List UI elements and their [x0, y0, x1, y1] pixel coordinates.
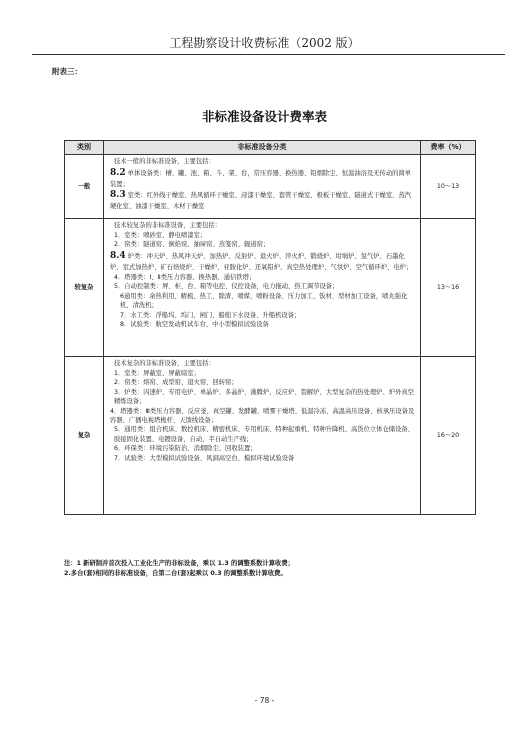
- section-number: 8.3: [110, 190, 126, 201]
- classification-line: [110, 167, 416, 189]
- line-text: 技术复杂的非标准设备，主要包括：: [114, 360, 215, 367]
- classification-cell: [104, 357, 421, 515]
- classification-line: [110, 454, 416, 463]
- classification-line: [110, 388, 416, 406]
- rate-cell: 10～13: [421, 155, 476, 219]
- line-text: 5．通用类：组合机床、数控机床、精密机床、专用机床、特种起重机、特种升降机、高货位立体仓储设备、胶接固化装置、电镀设备，自动、半自动生产线；: [114, 426, 414, 443]
- line-text: 6通用类：余热利用、精梳、热工、除渣、喷煤、喷粉设备、压力加工、钣材、型材加工设备，喷丸强化机、清洗机；: [120, 292, 408, 309]
- page-number: - 78 -: [254, 696, 275, 705]
- classification-line: [110, 292, 416, 310]
- classification-cell: [104, 219, 421, 357]
- classification-line: [110, 378, 416, 387]
- line-text: 1．室类：喷砂室、静电喷漆室；: [114, 231, 207, 239]
- line-text: 7．水工类：浮船坞、坞门、闸门、船舶下水设备、升船机设备；: [120, 311, 301, 319]
- table-row: [65, 155, 476, 219]
- running-header-title: 工程勘察设计收费标准（2002 版）: [169, 36, 360, 50]
- footnotes: [64, 559, 484, 580]
- table-header-row: [65, 141, 476, 155]
- table-title: 非标准设备设计费率表: [201, 109, 327, 124]
- classification-line: [110, 425, 416, 443]
- line-text: 3．炉类：闪速炉、专用电炉、单晶炉、多晶炉、沸腾炉、反应炉、裂解炉、大型复杂的热处理炉、炉外真空精炼设备；: [114, 388, 414, 405]
- classification-line: [110, 250, 416, 272]
- classification-line: [110, 157, 416, 166]
- table-row: [65, 219, 476, 357]
- line-text: 7．试验类：大型模拟试验设备、风洞高空台、模拟环境试验设备: [114, 454, 295, 462]
- classification-line: [110, 189, 416, 211]
- classification-cell: [104, 155, 421, 219]
- line-text: 4．塔器类：Ⅰ、Ⅱ类压力容器、换热器、通信铁塔；: [114, 273, 256, 281]
- header-rate: 费率（%）: [421, 141, 476, 155]
- classification-line: [110, 359, 416, 368]
- table-row: [65, 357, 476, 515]
- rate-cell: 13～16: [421, 219, 476, 357]
- classification-line: [110, 221, 416, 230]
- category-cell: 复杂: [65, 357, 104, 515]
- appendix-label: 附表三：: [52, 67, 82, 76]
- classification-line: [110, 282, 416, 291]
- line-text: 1．室类：屏蔽室、屏蔽暗室；: [114, 369, 200, 377]
- classification-line: [110, 407, 416, 425]
- section-number: 8.4: [110, 250, 126, 261]
- footnote-1: 注：1 新研制并首次投入工业化生产的非标设备，乘以 1.3 的调整系数计算收费；: [64, 560, 294, 567]
- classification-line: [110, 320, 416, 329]
- header-classification: 非标准设备分类: [104, 141, 421, 155]
- line-text: 2．窑类：熔窑、成型窑、退火窑、回转窑；: [114, 379, 238, 387]
- line-text: 技术一般的非标准设备，主要包括：: [114, 158, 215, 165]
- category-cell: 一般: [65, 155, 104, 219]
- rate-cell: 16～20: [421, 357, 476, 515]
- header-divider: [32, 54, 505, 55]
- line-text: 炉类：冲天炉、热风冲天炉、加热炉、反射炉、退火炉、淬火炉、锻烧炉、坩埚炉、氢气炉、石墨化炉、室式加热炉、矿石焙烧炉、干燥炉、亚胺化炉、还氧铅炉、真空热处理炉、气氛炉、空气循环炉、电炉；: [110, 252, 413, 271]
- classification-line: [110, 240, 416, 249]
- classification-line: [110, 231, 416, 240]
- rate-table: [64, 140, 476, 515]
- line-text: 4．塔器类：Ⅲ类压力容器、反应釜、真空罐、发酵罐、喷雾干燥塔、低温冷冻、高温高压设备、核承压设备及容器、广播电视塔桅杆、天馈线设备；: [110, 407, 415, 424]
- line-text: 8．试验类：航空发动机试车台、中小型模拟试验设备: [120, 321, 269, 329]
- classification-line: [110, 311, 416, 320]
- classification-line: [110, 369, 416, 378]
- line-text: 单体设备类：槽、罐、池、箱、斗、架、台，常压容器、换热器、铅烟除尘、恒温油浴及无传动的简单装置；: [110, 169, 412, 188]
- section-number: 8.2: [110, 167, 126, 178]
- line-text: 2．窑类：隧道窑、倒焰窑、抽屉窑、蒸笼窑、辊道窑；: [114, 241, 270, 249]
- classification-line: [110, 273, 416, 282]
- line-text: 5．自动控制类：屏、柜、台、箱等电控、仪控设备，电力拖动、热工调节设备；: [114, 283, 339, 291]
- category-cell: 较复杂: [65, 219, 104, 357]
- line-text: 室类：红外线干燥室、热风循环干燥室、浸漆干燥室、套管干燥室、极板干燥室、隧道式干燥室、蒸汽硬化室、油漆干燥室、木材干燥室: [110, 192, 412, 211]
- line-text: 技术较复杂的非标准设备，主要包括：: [114, 222, 222, 229]
- footnote-2: 2.多台(套)相同的非标准设备，自第二台(套)起乘以 0.3 的调整系数计算收费。: [64, 570, 287, 578]
- classification-line: [110, 444, 416, 453]
- line-text: 6．环保类：环境污染防治、消烟除尘、回收装置；: [114, 445, 257, 453]
- header-category: 类别: [65, 141, 104, 155]
